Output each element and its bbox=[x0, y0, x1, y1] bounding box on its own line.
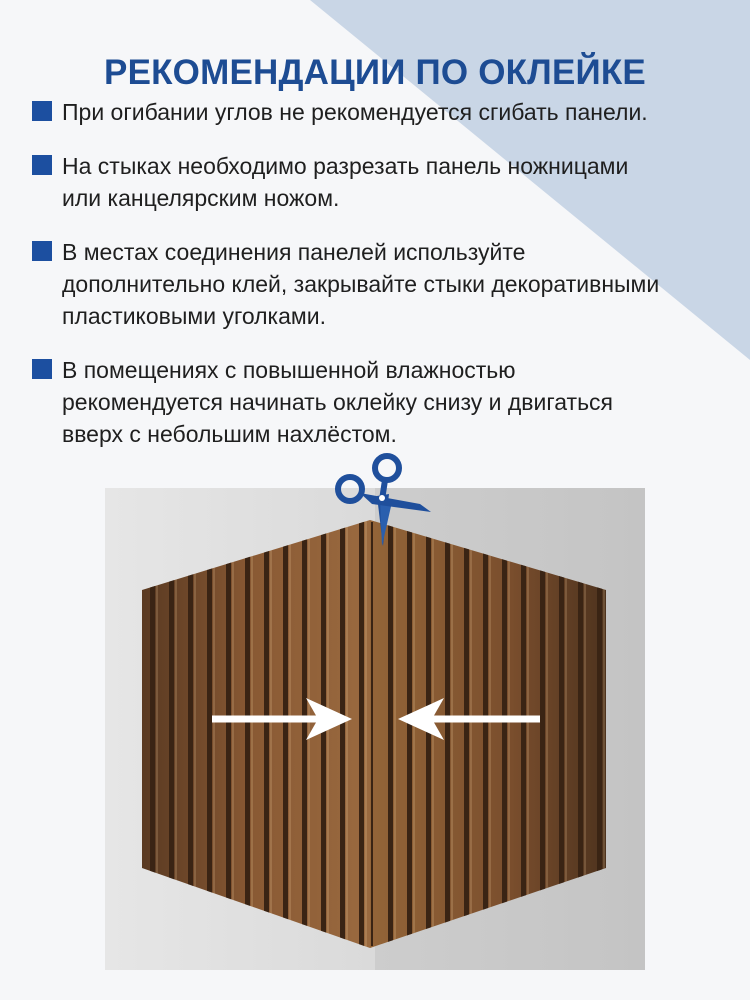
panel-groove bbox=[464, 500, 469, 960]
panel-highlight bbox=[251, 500, 253, 960]
panel-highlight bbox=[213, 500, 215, 960]
recommendation-line: На стыках необходимо разрезать панель ножницами bbox=[62, 153, 629, 179]
page-title: РЕКОМЕНДАЦИИ ПО ОКЛЕЙКЕ bbox=[104, 53, 646, 93]
panel-groove bbox=[264, 500, 269, 960]
recommendation-line: В помещениях с повышенной влажностью bbox=[62, 357, 516, 383]
panel-highlight bbox=[394, 500, 396, 960]
panel-groove bbox=[283, 500, 288, 960]
recommendation-line: рекомендуется начинать оклейку снизу и двигаться bbox=[62, 389, 614, 415]
panel-highlight bbox=[527, 500, 529, 960]
panel-highlight bbox=[451, 500, 453, 960]
panel-highlight bbox=[470, 500, 472, 960]
panel-groove bbox=[359, 500, 364, 960]
panel-highlight bbox=[270, 500, 272, 960]
panel-groove bbox=[445, 500, 450, 960]
panel-highlight bbox=[232, 500, 234, 960]
panel-groove bbox=[226, 500, 231, 960]
panel-highlight bbox=[413, 500, 415, 960]
panel-groove bbox=[502, 500, 507, 960]
recommendation-line: дополнительно клей, закрывайте стыки декоративными bbox=[62, 271, 660, 297]
panel-highlight bbox=[289, 500, 291, 960]
recommendation-line: или канцелярским ножом. bbox=[62, 185, 340, 211]
panel-groove bbox=[521, 500, 526, 960]
recommendation-line: пластиковыми уголками. bbox=[62, 303, 326, 329]
panel-groove bbox=[245, 500, 250, 960]
recommendation-line: В местах соединения панелей используйте bbox=[62, 239, 526, 265]
panel-highlight bbox=[489, 500, 491, 960]
panel-highlight bbox=[346, 500, 348, 960]
recommendation-line: вверх с небольшим нахлёстом. bbox=[62, 421, 397, 447]
panel-groove bbox=[483, 500, 488, 960]
panel-highlight bbox=[308, 500, 310, 960]
panel-groove bbox=[388, 500, 393, 960]
panel-groove bbox=[302, 500, 307, 960]
panel-highlight bbox=[508, 500, 510, 960]
panel-groove bbox=[407, 500, 412, 960]
panel-highlight bbox=[365, 500, 367, 960]
panel-groove bbox=[340, 500, 345, 960]
recommendation-line: При огибании углов не рекомендуется сгибать панели. bbox=[62, 99, 648, 125]
